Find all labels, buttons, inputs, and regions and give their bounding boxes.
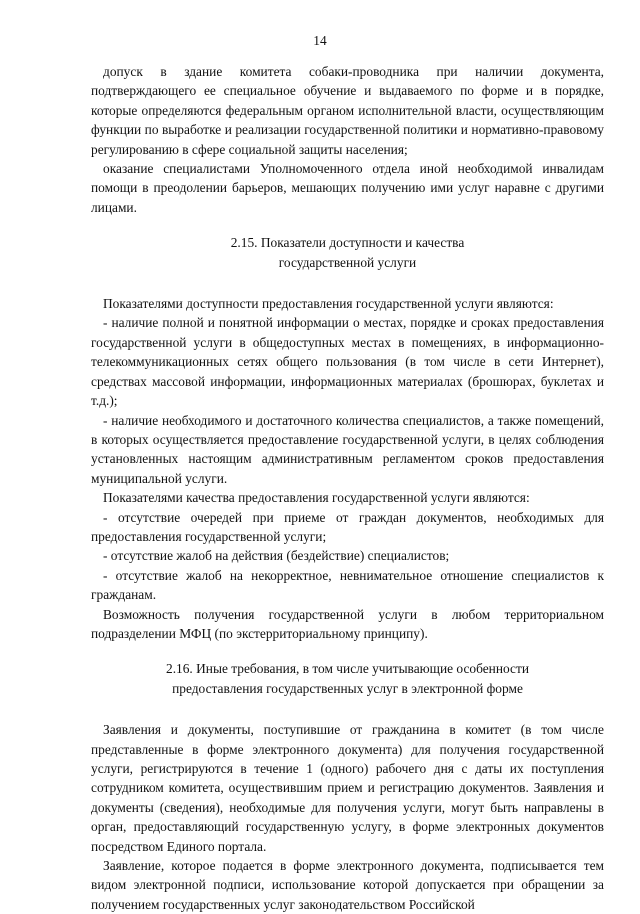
paragraph-quality-intro: Показателями качества предоставления государственной услуги являются: [103, 490, 530, 506]
paragraph-no-complaints-attitude: - отсутствие жалоб на некорректное, невнимательное отношение специалистов к гражданам. [91, 567, 604, 603]
paragraph-guide-dog: допуск в здание комитета собаки-проводника при наличии документа, подтверждающего ее специальное обучение и выдаваемого по форме и в порядке, которые определяются федеральным органом исполнительной власти, осуществляющим функции по выработке и реализации государственной политики и нормативно-правовому регулированию в сфере социальной защиты населения; [91, 64, 604, 157]
section-heading-2-15-line2: государственной услуги [278, 254, 417, 270]
paragraph-info-availability: - наличие полной и понятной информации о местах, порядке и сроках предоставления государственной услуги в общедоступных местах в помещениях, в информационно-телекоммуникационных сетях общего пользования (в том числе в сети Интернет), средствах массовой информации, информационных материалах (брошюрах, буклетах и т.д.); [91, 315, 604, 409]
document-body [91, 62, 604, 914]
paragraph-registration: Заявления и документы, поступившие от гражданина в комитет (в том числе представленные в форме электронного документа) для получения государственной услуги, регистрируются в течение 1 (одного) рабочего дня с даты их поступления сотрудником комитета, осуществившим прием и регистрацию документов. Заявления и документы (сведения), необходимые для получения услуги, могут быть направлены в орган, предоставляющий государственную услугу, в форме электронных документов посредством Единого портала. [91, 722, 604, 854]
section-heading-2-16 [91, 659, 604, 698]
section-heading-2-16-line1: 2.16. Иные требования, в том числе учитывающие особенности [166, 661, 529, 677]
paragraph-accessibility-intro: Показателями доступности предоставления государственной услуги являются: [103, 296, 554, 312]
page-number: 14 [313, 33, 327, 48]
paragraph-specialists: - наличие необходимого и достаточного количества специалистов, а также помещений, в которых осуществляется предоставление государственной услуги, в целях соблюдения установленных настоящим административным регламентом сроков предоставления муниципальной услуги. [91, 412, 604, 486]
paragraph-mfc: Возможность получения государственной услуги в любом территориальном подразделении МФЦ (по экстерриториальному принципу). [91, 606, 604, 641]
paragraph-assistance: оказание специалистами Уполномоченного отдела иной необходимой инвалидам помощи в преодолении барьеров, мешающих получению ими услуг наравне с другими лицами. [91, 161, 604, 215]
paragraph-no-complaints-actions: - отсутствие жалоб на действия (бездействие) специалистов; [103, 548, 450, 564]
paragraph-electronic-signature: Заявление, которое подается в форме электронного документа, подписывается тем видом электронной подписи, использование которой допускается при обращении за получением государственных услуг законодательством Российской [91, 858, 604, 912]
section-heading-2-15-line1: 2.15. Показатели доступности и качества [230, 235, 465, 251]
section-heading-2-16-line2: предоставления государственных услуг в электронной форме [172, 680, 523, 696]
section-heading-2-15 [91, 233, 604, 272]
paragraph-no-queues: - отсутствие очередей при приеме от граждан документов, необходимых для предоставления государственной услуги; [91, 509, 604, 544]
